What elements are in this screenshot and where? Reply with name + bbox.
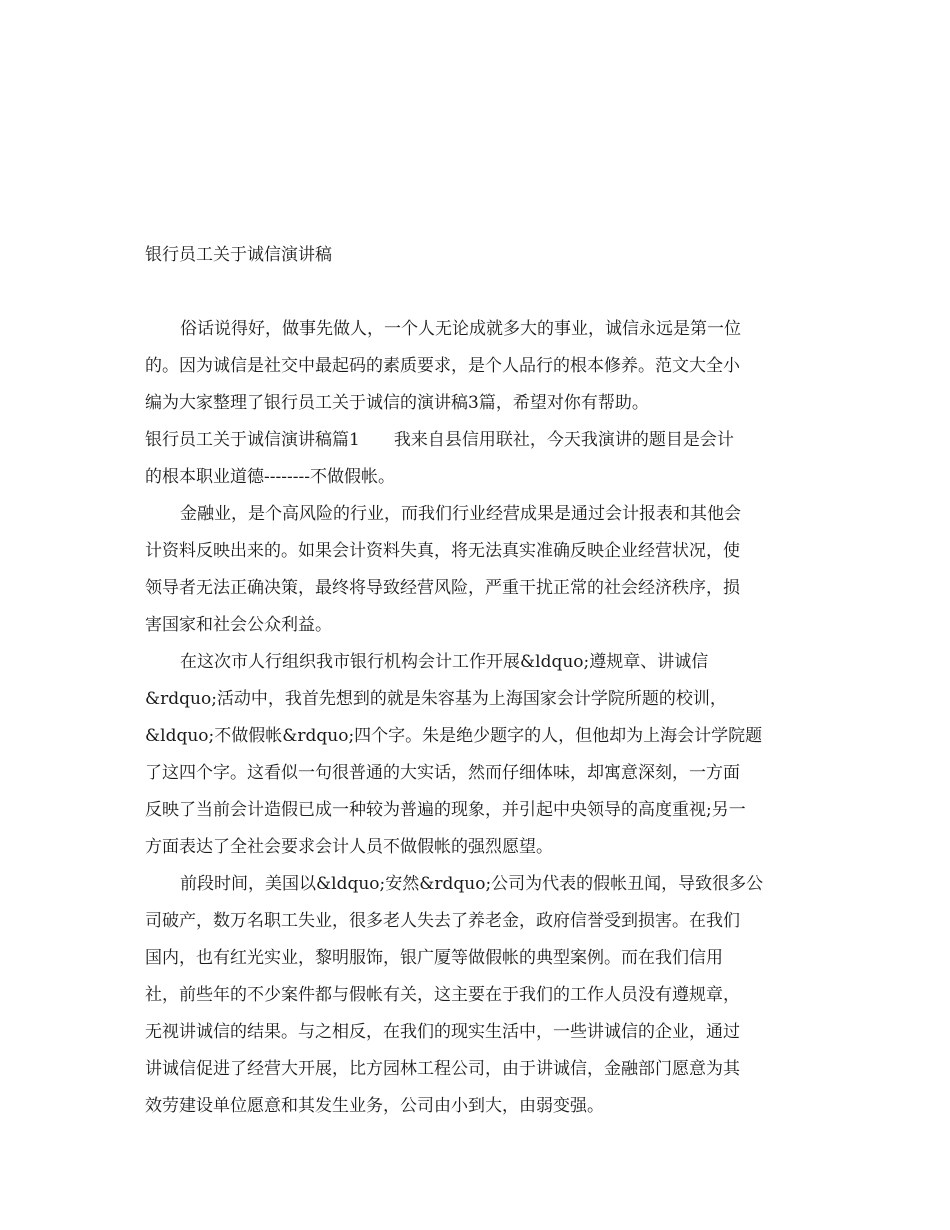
paragraph-line: 社，前些年的不少案件都与假帐有关，这主要在于我们的工作人员没有遵规章， xyxy=(145,985,740,1005)
section-first-sentence: 我来自县信用联社，今天我演讲的题目是会计 xyxy=(393,430,734,450)
paragraph-line: 前段时间，美国以&ldquo;安然&rdquo;公司为代表的假帐丑闻，导致很多公 xyxy=(180,874,764,894)
paragraph-line: 金融业，是个高风险的行业，而我们行业经营成果是通过会计报表和其他会 xyxy=(180,504,741,524)
paragraph-line: 计资料反映出来的。如果会计资料失真，将无法真实准确反映企业经营状况，使 xyxy=(145,541,740,561)
paragraph-line: 司破产，数万名职工失业，很多老人失去了养老金，政府信誉受到损害。在我们 xyxy=(145,911,740,931)
paragraph-line: 了这四个字。这看似一句很普通的大实话，然而仔细体味，却寓意深刻，一方面 xyxy=(145,763,740,783)
document-body xyxy=(145,311,809,1125)
paragraph-line: &rdquo;活动中，我首先想到的就是朱容基为上海国家会计学院所题的校训， xyxy=(145,689,727,709)
section-heading-line xyxy=(145,422,809,459)
paragraph-line: 害国家和社会公众利益。 xyxy=(145,615,332,635)
paragraph-line: 编为大家整理了银行员工关于诚信的演讲稿3篇，希望对你有帮助。 xyxy=(145,393,649,413)
paragraph-line: 的根本职业道德--------不做假帐。 xyxy=(145,467,395,487)
paragraph-line: 国内，也有红光实业，黎明服饰，银广厦等做假帐的典型案例。而在我们信用 xyxy=(145,948,723,968)
paragraph-line: 领导者无法正确决策，最终将导致经营风险，严重干扰正常的社会经济秩序，损 xyxy=(145,578,740,598)
paragraph-line: 效劳建设单位愿意和其发生业务，公司由小到大，由弱变强。 xyxy=(145,1096,604,1116)
paragraph-line: 的。因为诚信是社交中最起码的素质要求，是个人品行的根本修养。范文大全小 xyxy=(145,356,740,376)
paragraph-line: 反映了当前会计造假已成一种较为普遍的现象，并引起中央领导的高度重视;另一 xyxy=(145,800,746,820)
document-title: 银行员工关于诚信演讲稿 xyxy=(145,245,332,265)
paragraph-line: 无视讲诚信的结果。与之相反，在我们的现实生活中，一些讲诚信的企业，通过 xyxy=(145,1022,740,1042)
paragraph-line: &ldquo;不做假帐&rdquo;四个字。朱是绝少题字的人，但他却为上海会计学院题 xyxy=(145,726,763,746)
paragraph-line: 方面表达了全社会要求会计人员不做假帐的强烈愿望。 xyxy=(145,837,553,857)
section-heading: 银行员工关于诚信演讲稿篇1 xyxy=(145,430,360,450)
paragraph-line: 在这次市人行组织我市银行机构会计工作开展&ldquo;遵规章、讲诚信 xyxy=(180,652,709,672)
paragraph-line: 讲诚信促进了经营大开展，比方园林工程公司，由于讲诚信，金融部门愿意为其 xyxy=(145,1059,740,1079)
paragraph-line: 俗话说得好，做事先做人，一个人无论成就多大的事业，诚信永远是第一位 xyxy=(180,319,741,339)
